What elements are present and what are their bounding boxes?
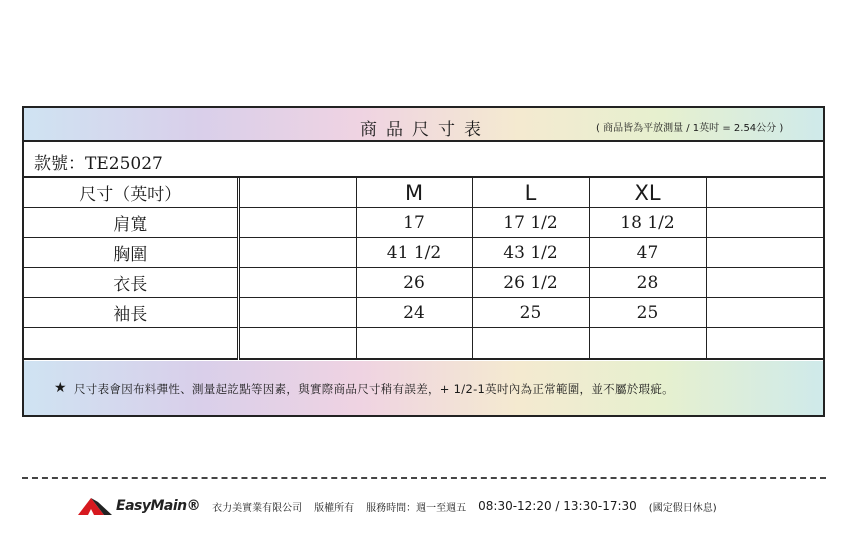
mountain-logo-icon [78,496,112,516]
size-unit-header: 尺寸（英吋） [24,178,238,208]
table-cell: 47 [589,238,706,268]
table-row [24,268,823,298]
table-cell: 24 [356,298,472,328]
disclaimer-text: 尺寸表會因布料彈性、測量起訖點等因素，與實際商品尺寸稍有誤差，+ 1/2-1英吋內為正常範圍，並不屬於瑕疵。 [74,382,674,396]
table-cell [706,238,823,268]
disclaimer-bar [24,361,823,415]
size-header-xl: XL [589,178,706,208]
brand-name: EasyMain® [116,498,201,514]
measurement-note: ( 商品皆為平放測量 / 1英吋 = 2.54公分 ) [596,123,784,134]
table-cell: 17 [356,208,472,238]
table-cell [238,208,356,238]
row-label-length: 衣長 [24,268,238,298]
table-cell: 28 [589,268,706,298]
table-row [24,298,823,328]
table-cell: 26 1/2 [472,268,589,298]
row-label-shoulder: 肩寬 [24,208,238,238]
table-row [24,328,823,360]
row-label-sleeve: 袖長 [24,298,238,328]
table-cell [706,268,823,298]
table-cell [472,328,589,360]
service-hours: 08:30-12:20 / 13:30-17:30 [478,499,637,513]
dashed-divider [22,477,826,479]
star-icon: ★ [54,380,67,396]
table-cell [238,268,356,298]
service-hours-label: 服務時間：週一至週五 [366,502,467,514]
table-cell [356,328,472,360]
size-header-cell [238,178,356,208]
table-cell: 17 1/2 [472,208,589,238]
table-cell: 26 [356,268,472,298]
table-row [24,238,823,268]
table-cell [238,328,356,360]
row-label-chest: 胸圍 [24,238,238,268]
style-number: 款號：TE25027 [34,154,163,174]
table-cell [589,328,706,360]
table-cell: 18 1/2 [589,208,706,238]
table-cell: 41 1/2 [356,238,472,268]
style-number-row [24,142,823,178]
size-header-cell [706,178,823,208]
table-cell [706,298,823,328]
size-table [24,178,823,360]
table-header-row [24,178,823,208]
table-cell: 25 [472,298,589,328]
brand-logo [78,496,200,516]
footer [78,494,729,518]
size-chart [22,106,825,417]
copyright-text: 版權所有 [314,502,355,514]
holiday-note: (國定假日休息) [648,502,717,514]
title-bar [24,108,823,142]
table-cell [706,328,823,360]
size-header-l: L [472,178,589,208]
table-cell: 25 [589,298,706,328]
size-header-m: M [356,178,472,208]
company-name: 衣力美實業有限公司 [212,502,303,514]
table-cell: 43 1/2 [472,238,589,268]
table-cell [706,208,823,238]
table-cell [238,298,356,328]
table-row [24,208,823,238]
row-label-empty [24,328,238,360]
chart-title: 商品尺寸表 [360,120,490,140]
table-cell [238,238,356,268]
